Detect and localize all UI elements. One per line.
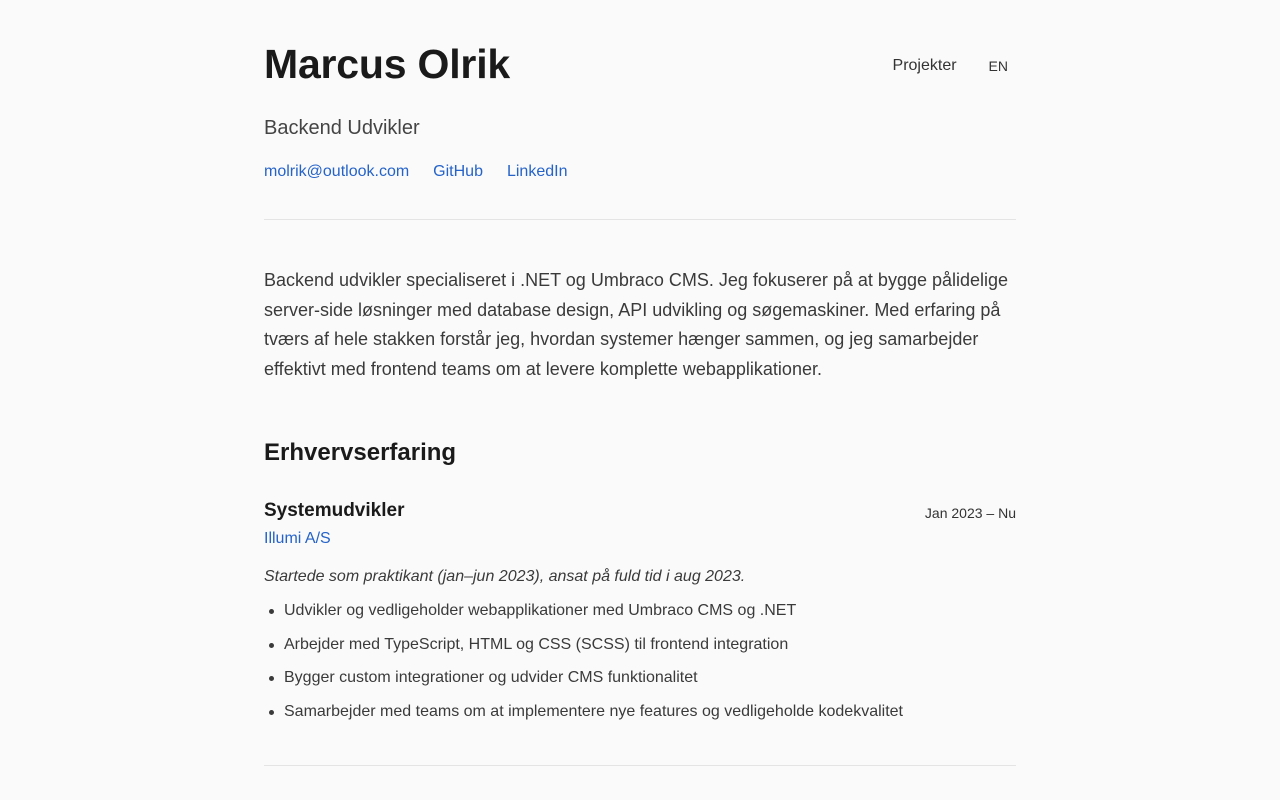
- email-link[interactable]: molrik@outlook.com: [264, 163, 410, 180]
- linkedin-link[interactable]: LinkedIn: [506, 163, 568, 180]
- resume-header: [264, 0, 1016, 220]
- list-item: Udvikler og vedligeholder webapplikationer med Umbraco CMS og .NET: [284, 601, 903, 621]
- job-title: Backend Udvikler: [264, 117, 420, 139]
- top-nav: [893, 56, 1008, 76]
- job-dates: Jan 2023 – Nu: [924, 505, 1016, 521]
- list-item: Arbejder med TypeScript, HTML og CSS (SCSS) til frontend integration: [284, 635, 903, 655]
- job-role: Systemudvikler: [264, 500, 405, 521]
- list-item: Samarbejder med teams om at implementere nye features og vedligeholde kodekvalitet: [284, 702, 903, 720]
- nav-projects-link[interactable]: Projekter: [892, 57, 957, 74]
- resume-page: [264, 0, 1016, 720]
- job-entry: [264, 498, 1016, 766]
- contact-links: [264, 162, 567, 182]
- job-note: Startede som praktikant (jan–jun 2023), ansat på fuld tid i aug 2023.: [264, 568, 746, 585]
- experience-heading: Erhvervserfaring: [264, 439, 457, 466]
- job-responsibilities: [264, 601, 903, 735]
- about-text: Backend udvikler specialiseret i .NET og Umbraco CMS. Jeg fokuserer på at bygge pålidelige server-side løsninger med database design, API udvikling og søgemaskiner. Med erfaring på tværs af hele stakken forstår jeg, hvordan systemer hænger sammen, og jeg samarbejder effektivt med frontend teams om at levere komplette webapplikationer.: [264, 270, 1009, 380]
- company-link[interactable]: Illumi A/S: [264, 530, 331, 547]
- list-item: Bygger custom integrationer og udvider CMS funktionalitet: [284, 668, 903, 688]
- person-name: Marcus Olrik: [264, 41, 510, 87]
- github-link[interactable]: GitHub: [433, 163, 483, 180]
- language-toggle[interactable]: EN: [988, 58, 1008, 74]
